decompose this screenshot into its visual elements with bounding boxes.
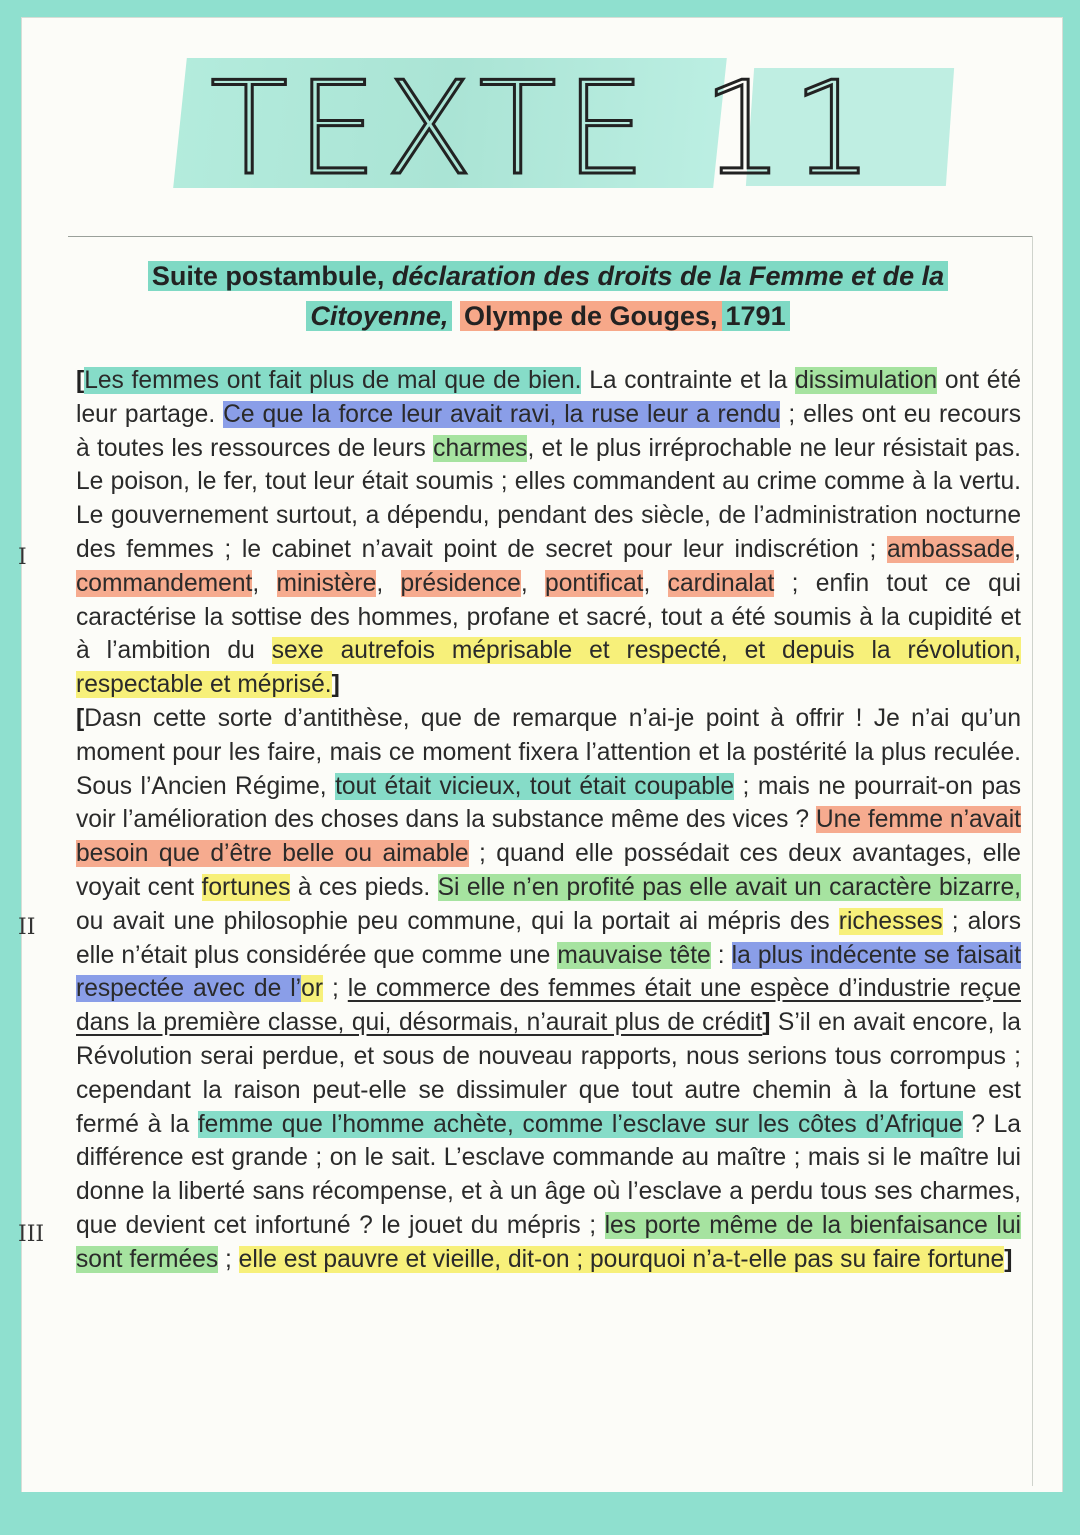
p1-s10: sexe autrefois méprisable et respecté, et depuis la révolution, respectable et méprisé. [76,637,1022,699]
p1-s8: , et le plus irréprochable ne leur résistait pas. Le poison, le fer, tout leur était soumis ; elles commandent au crime comme à la vertu. Le gouvernement surtout, a dépendu, pendant des siècle, de l’administration nocturne des femmes ; le cabinet n’avait point de secret pour leur indiscrétion ; [76,434,1021,563]
p2-s21: les porte même de la bienfaisance lui sont fermées [76,1211,1021,1273]
p2-s22: ; [218,1245,239,1273]
p2-s5: ; quand elle possédait ces deux avantages, elle voyait cent [76,840,1021,901]
p1-s7: charmes [433,434,528,462]
margin-mark-II: II [18,915,36,940]
paragraph-2: [Dasn cette sorte d’antithèse, que de remarque n’ai-je point à offrir ! Je n’ai qu’un moment pour les faire, mais ce moment fixera l’attention et la postérité la plus reculée. Sous l’Ancien Régime, tout était vicieux, tout était coupable ; mais ne pourrait-on pas voir l’amélioration des choses dans la substance même des vices ? Une femme n’avait besoin que d’être belle ou aimable ; quand elle possédait ces deux avantages, elle voyait cent fortunes à ces pieds. Si elle n’en profité pas elle avait un caractère bizarre, ou avait une philosophie peu commune, qui la portait ai mépris des richesses ; alors elle n’était plus considérée que comme une mauvaise tête : la plus indécente se faisait respectée avec de l’or ; le commerce des femmes était une espèce d’industrie reçue dans la première classe, qui, désormais, n’aurait plus de crédit] S’il en avait encore, la Révolution serai perdue, et sous de nouveau rapports, nous serions tous corrompus ; cependant la raison peut-elle se dissimuler que tout autre chemin à la fortune est fermé à la femme que l’homme achète, comme l’esclave sur les côtes d’Afrique ? La différence est grande ; on le sait. L’esclave commande au maître ; mais si le maître lui donne la liberté sans récompense, et à un âge où l’esclave a perdu tous ses charmes, que devient cet infortuné ? le jouet du mépris ; les porte même de la bienfaisance lui sont fermées ; elle est pauvre et vieille, dit-on ; pourquoi n’a-t-elle pas su faire fortune] [76,704,1021,1273]
title-block [160,40,980,220]
p1-s6: ; elles ont eu recours à toutes les ressources de leurs [76,400,1022,462]
p1-word-ministere: ministère [276,569,377,597]
p2-s10: richesses [838,907,943,935]
p2-s18: S’il en avait encore, la Révolution serai perdue, et sous de nouveau rapports, nous serions tous corrompus ; cependant la raison peut-elle se dissimuler que tout autre chemin à la fortune est fermé à la [76,1009,1021,1138]
p2-s14: la plus indécente se faisait respectée avec de l’ [76,941,1021,1003]
heading-work-title-end: Citoyenne, [310,301,449,331]
p1-s2: La contrainte et la [581,367,796,394]
p1-s4: ont été leur partage. [76,367,1021,428]
p2-s1: Dasn cette sorte d’antithèse, que de remarque n’ai-je point à offrir ! Je n’ai qu’un moment pour les faire, mais ce moment fixera l’attention et la postérité la plus reculée. Sous l’Ancien Régime, [76,704,1021,800]
p2-s13: : [710,941,732,969]
p2-s19: femme que l’homme achète, comme l’esclave sur les côtes d’Afrique [197,1110,963,1138]
p1-s5: Ce que la force leur avait ravi, la ruse leur a rendu [223,400,781,428]
p1-word-presidence: présidence [400,569,521,597]
p1-word-ambassade: ambassade [887,535,1015,563]
paragraph-1: [Les femmes ont fait plus de mal que de bien. La contrainte et la dissimulation ont été leur partage. Ce que la force leur avait ravi, la ruse leur a rendu ; elles ont eu recours à toutes les ressources de leurs charmes, et le plus irréprochable ne leur résistait pas. Le poison, le fer, tout leur était soumis ; elles commandent au crime comme à la vertu. Le gouvernement surtout, a dépendu, pendant des siècle, de l’administration nocturne des femmes ; le cabinet n’avait point de secret pour leur indiscrétion ; ambassade, commandement, ministère, présidence, pontificat, cardinalat ; enfin tout ce qui caractérise la sottise des hommes, profane et sacré, tout a été soumis à la cupidité et à l’ambition du sexe autrefois méprisable et respecté, et depuis la révolution, respectable et méprisé.] [76,367,1022,699]
bottom-tape [0,1492,1080,1535]
p2-s12: mauvaise tête [557,941,711,969]
margin-mark-III: III [18,1222,45,1247]
p2-s6: fortunes [201,873,291,901]
heading-year: 1791 [722,301,790,331]
p2-s9: ou avait une philosophie peu commune, qui la portait ai mépris des [76,907,839,935]
heading-work-title: déclaration des droits de la Femme et de la [391,261,945,291]
p1-s3: dissimulation [795,367,938,394]
text-body [76,364,1021,1277]
margin-mark-I: I [18,545,27,570]
heading-line1 [148,261,948,291]
top-rule [68,236,1033,237]
p1-word-commandement: commandement [76,569,253,597]
page-title: TEXTE 11 [210,55,882,204]
p2-s23: elle est pauvre et vieille, dit-on ; pourquoi n’a-t-elle pas su faire fortune [238,1245,1005,1273]
heading-author: Olympe de Gouges, [460,301,722,331]
p2-s4: Une femme n’avait besoin que d’être belle ou aimable [76,806,1021,868]
p1-word-cardinalat: cardinalat [667,569,775,597]
p2-s15: or [301,975,324,1003]
p2-s17: le commerce des femmes était une espèce d’industrie reçue dans la première classe, qui, désormais, n’aurait plus de crédit [76,975,1021,1037]
heading-line2a [306,301,452,331]
p1-s1: Les femmes ont fait plus de mal que de bien. [84,367,582,394]
text-heading [78,256,1018,336]
p1-word-pontificat: pontificat [545,569,644,597]
p1-s9: ; enfin tout ce qui caractérise la sottise des hommes, profane et sacré, tout a été soumis à la cupidité et à l’ambition du [76,569,1021,665]
p2-s11: ; alors elle n’était plus considérée que comme une [76,907,1021,969]
heading-part: Suite postambule, [151,261,392,291]
right-rule [1032,236,1033,1486]
p2-s20: ? La différence est grande ; on le sait. L’esclave commande au maître ; mais si le maître lui donne la liberté sans récompense, et à un âge où l’esclave a perdu tous ses charmes, que devient cet infortuné ? le jouet du mépris ; [76,1110,1021,1239]
p2-s8: Si elle n’en profité pas elle avait un caractère bizarre, [437,873,1021,901]
p2-s3: ; mais ne pourrait-on pas voir l’amélioration des choses dans la substance même des vices ? [76,772,1021,834]
p2-s2: tout était vicieux, tout était coupable [335,772,735,800]
p2-s7: à ces pieds. [290,873,438,901]
p2-s16: ; [323,975,348,1003]
